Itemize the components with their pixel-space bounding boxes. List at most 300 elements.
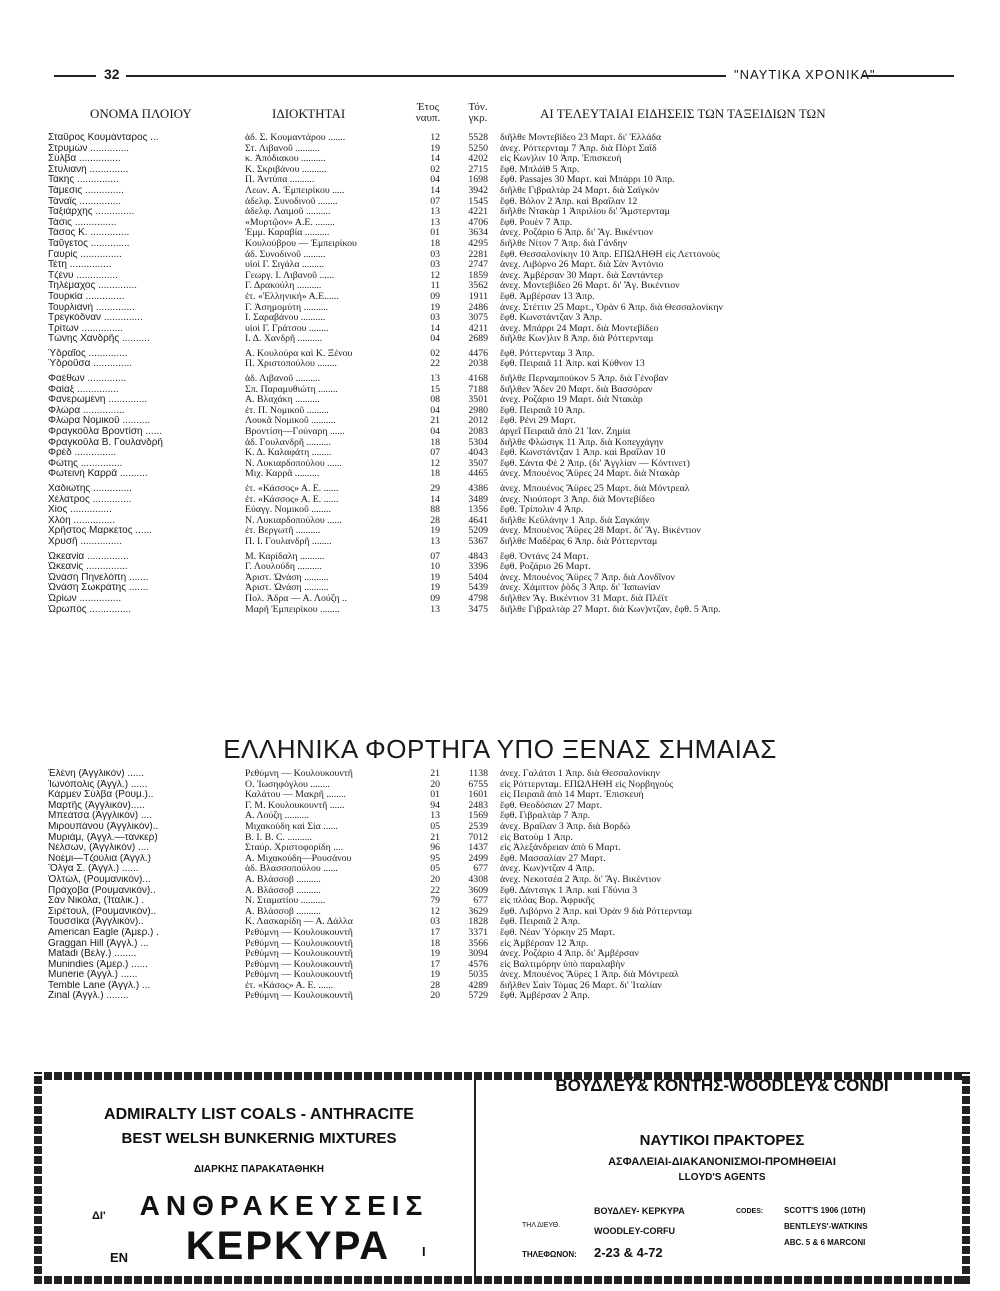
ship-owner: Ο. Ἰωσηφόγλου ........: [245, 779, 330, 790]
ship-year: 14: [430, 154, 440, 165]
ship-year: 05: [430, 821, 440, 832]
ship-latest-news: εἰς πλόας Βορ. Ἀφρικῆς: [500, 896, 595, 907]
ship-tonnage: 1911: [468, 291, 488, 302]
ship-latest-news: ἀνεχ. Μπουένος Ἄϋρες 7 Ἀπρ. διὰ Λονδῖνον: [500, 572, 675, 583]
ship-owner: Α. Βλάσσοβ ..........: [245, 885, 321, 896]
ship-name: Ὄλγα Σ. (Ἀγγλ.) ......: [48, 864, 139, 875]
col-header-news: ΑΙ ΤΕΛΕΥΤΑΙΑΙ ΕΙΔΗΣΕΙΣ ΤΩΝ ΤΑΞΕΙΔΙΩΝ ΤΩΝ: [540, 106, 826, 121]
ship-name: Ἐλένη (Ἀγγλικὸν) ......: [48, 769, 145, 779]
ship-year: 20: [430, 779, 440, 790]
ship-name: Φαίαξ ...............: [48, 384, 119, 395]
ship-year: 09: [430, 593, 440, 604]
ship-year: 03: [430, 313, 440, 324]
ship-year: 20: [430, 991, 440, 1002]
ship-latest-news: ἔφθ. Κωνστάντζαν 3 Ἀπρ.: [500, 313, 603, 324]
ship-owner: Γ. Λουλούδη ..........: [245, 562, 322, 573]
ad-telegraph-greek: ΒΟΥΔΛΕΥ- ΚΕΡΚΥΡΑ: [594, 1206, 685, 1216]
ship-owner: Ἀριστ. Ὠνάση ..........: [245, 583, 329, 594]
ship-name: Ταΰγετος ..............: [48, 238, 130, 249]
ship-latest-news: ἔφθ. Τρίπολιν 4 Ἀπρ.: [500, 505, 584, 516]
ship-tonnage: 2689: [468, 334, 488, 345]
ship-tonnage: 5439: [468, 583, 488, 594]
ship-owner: ἐτ. «Κάσος» Α. Ε. ......: [245, 980, 334, 991]
ship-owner: ἀδ. Γουλανδρῆ ..........: [245, 437, 331, 448]
ship-tonnage: 6755: [468, 779, 488, 790]
ship-name: Munerie (Ἀγγλ.) ......: [48, 970, 138, 981]
ship-owner: Ι. Σαραβάνου ..........: [245, 313, 326, 324]
ship-year: 04: [430, 427, 440, 438]
table-row: [48, 197, 968, 208]
ship-owner: Βροντίση—Γούναρη ......: [245, 427, 345, 438]
ship-owner: ἐτ. «Κάσσος» Α. Ε. ......: [245, 484, 339, 494]
ship-name: Ὠνάση Σωκράτης .......: [48, 583, 149, 594]
table-row: [48, 801, 968, 812]
ship-name: Temble Lane (Ἀγγλ.) ...: [48, 980, 151, 991]
table-row: [48, 552, 968, 563]
ad-lloyds-line: LLOYD'S AGENTS: [678, 1172, 766, 1183]
ship-year: 18: [430, 469, 440, 480]
ship-year: 08: [430, 395, 440, 406]
ship-owner: Μαρῆ Ἐμπειρίκου ........: [245, 604, 340, 615]
table-row: [48, 526, 968, 537]
ship-year: 19: [430, 302, 440, 313]
ship-name: Σιρέτουλ, (Ρουμανικὸν)..: [48, 906, 157, 917]
table-row: [48, 165, 968, 176]
ship-year: 15: [430, 384, 440, 395]
ship-year: 12: [430, 133, 440, 143]
advertisement: [34, 1072, 970, 1284]
ship-tonnage: 3562: [468, 281, 488, 292]
table-row: [48, 583, 968, 594]
ship-latest-news: ἔφθ. Ρουὲν 7 Ἀπρ.: [500, 217, 573, 228]
ship-name: Ὠρωπὸς ...............: [48, 604, 132, 615]
ship-year: 19: [430, 526, 440, 537]
ship-name: Μπεάτσα (Ἀγγλικὸν) ....: [48, 811, 153, 822]
ship-owner: ἀδ. Συνοδινοῦ .........: [245, 249, 326, 260]
ship-latest-news: εἰς Βατοὺμ 1 Ἀπρ.: [500, 832, 573, 843]
ship-latest-news: ἀνεχ. Μπουένος Ἄϋρες 24 Μαρτ. διὰ Ντακὰρ: [500, 469, 680, 480]
table-row: [48, 928, 968, 939]
ship-year: 07: [430, 448, 440, 459]
ship-year: 02: [430, 348, 440, 359]
ship-tonnage: 4295: [468, 238, 488, 249]
ship-tonnage: 3501: [468, 395, 488, 406]
ad-phone-numbers: 2-23 & 4-72: [594, 1245, 663, 1260]
greek-ships-table: [48, 133, 968, 615]
ship-owner: Σπ. Παραμυθιώτη ........: [245, 384, 338, 395]
ship-owner: Α. Λούζη ..........: [245, 811, 310, 822]
ship-name: Τέτη ...............: [48, 260, 112, 271]
table-row: [48, 281, 968, 292]
ship-name: Χέλατρος ..............: [48, 494, 132, 505]
table-row: [48, 469, 968, 480]
ship-owner: Β. Ι. Β. C. ..........: [245, 832, 312, 843]
ship-latest-news: εἰς Κων)λιν 10 Ἀπρ. Ἐπισκευή: [500, 154, 622, 165]
table-row: [48, 875, 968, 886]
ship-name: Τώνης Χανδρῆς ..........: [48, 334, 150, 345]
table-row: [48, 811, 968, 822]
ship-year: 19: [430, 949, 440, 960]
ship-owner: Γεωργ. Ι. Λιβανοῦ ......: [245, 270, 335, 281]
ship-latest-news: ἀνεχ. Ροζάριο 6 Ἀπρ. δι' Ἅγ. Βικέντιον: [500, 228, 654, 239]
ad-company-title: ΒΟΥΔΛΕΫ& ΚΟΝΤΗΣ-WOODLEY& CONDI: [555, 1076, 889, 1095]
ship-tonnage: 1859: [468, 270, 488, 281]
table-row: [48, 886, 968, 897]
table-row: [48, 484, 968, 495]
ship-latest-news: ἔφθ. Ἀμβέρσαν 13 Ἀπρ.: [500, 291, 595, 302]
ship-tonnage: 2499: [468, 853, 488, 864]
ship-owner: Ρεθύμνη — Κουλουκουντῆ: [245, 959, 353, 970]
ship-name: Τάσος Κ. ..............: [48, 228, 130, 239]
ship-latest-news: ἔφθ. Γιβραλτὰρ 7 Ἀπρ.: [500, 811, 591, 822]
ship-year: 12: [430, 906, 440, 917]
ship-tonnage: 2539: [468, 821, 488, 832]
table-row: [48, 960, 968, 971]
ad-mixtures-line: BEST WELSH BUNKERNIG MIXTURES: [121, 1130, 397, 1147]
ship-name: Matadi (Βελγ.) ........: [48, 949, 137, 960]
ship-year: 04: [430, 334, 440, 345]
ship-name: Ὡρίων ...............: [48, 593, 122, 604]
ship-owner: Εὐαγγ. Νομικοῦ ........: [245, 505, 331, 516]
ship-name: Zinal (Ἀγγλ.) ........: [48, 991, 129, 1002]
ship-tonnage: 5035: [468, 970, 488, 981]
table-row: [48, 144, 968, 155]
ship-latest-news: ἀνεχ. Ροζάριο 19 Μαρτ. διὰ Ντακὰρ: [500, 395, 643, 406]
ship-tonnage: 3075: [468, 313, 488, 324]
table-row: [48, 406, 968, 417]
ship-tonnage: 5250: [468, 143, 488, 154]
table-row: [48, 448, 968, 459]
ship-year: 14: [430, 323, 440, 334]
ship-latest-news: ἀνεχ. Ροζάριο 4 Ἀπρ. δι' Ἀμβέρσαν: [500, 949, 639, 960]
ship-owner: Ι. Δ. Χανδρῆ ..........: [245, 334, 323, 345]
table-row: [48, 239, 968, 250]
ship-year: 18: [430, 437, 440, 448]
ship-owner: Κ. Σκριβάνου ..........: [245, 164, 327, 175]
ship-tonnage: 1356: [468, 505, 488, 516]
ship-latest-news: εἰς Βαλτιμόρην ὑπὸ παραλαβὴν: [500, 959, 625, 970]
ship-latest-news: ἀνεχ. Βραΐλαν 3 Ἀπρ. διὰ Βορδὼ: [500, 821, 631, 832]
ship-tonnage: 1828: [468, 917, 488, 928]
table-row: [48, 780, 968, 791]
ship-name: Ὠκεανία ...............: [48, 551, 129, 562]
ship-year: 11: [430, 281, 440, 292]
ad-di: ΔΙ': [92, 1210, 106, 1222]
ship-latest-news: διῆλθεν Ἅγ. Βικέντιον 31 Μαρτ. διὰ Πλέϊτ: [500, 593, 668, 604]
ship-latest-news: ἔφθ. Ροζάριο 26 Μαρτ.: [500, 562, 591, 573]
table-row: [48, 907, 968, 918]
ship-owner: Ν. Σταματίου ..........: [245, 896, 326, 907]
ship-year: 01: [430, 790, 440, 801]
ship-name: Ταξιάρχης ..............: [48, 207, 135, 218]
ship-name: Τάσις ...............: [48, 217, 117, 228]
ship-name: Τουρκία ..............: [48, 291, 125, 302]
ship-tonnage: 3634: [468, 228, 488, 239]
ship-latest-news: ἔφθ. Σάντα Φὲ 2 Ἀπρ. (δι' Ἀγγλίαν — Κόντινετ): [500, 458, 690, 469]
ship-name: Σταῦρος Κουμάνταρος ...: [48, 133, 159, 143]
ship-year: 28: [430, 515, 440, 526]
ship-latest-news: ἀνεχ. Στέττιν 25 Μαρτ., Ὀρὰν 6 Ἀπρ. διὰ Θεσσαλονίκην: [500, 302, 723, 313]
table-row: [48, 334, 968, 345]
ship-year: 17: [430, 959, 440, 970]
ship-latest-news: ἔφθ. Πειραιᾶ 11 Ἀπρ. καὶ Κύθνον 13: [500, 359, 645, 370]
ship-name: Χαδιώτης ..............: [48, 484, 132, 494]
ship-name: Ὑδροῦσα ..............: [48, 359, 133, 370]
ship-owner: Π. Ι. Γουλανδρῆ ........: [245, 536, 332, 547]
ship-tonnage: 4706: [468, 217, 488, 228]
ship-tonnage: 5367: [468, 536, 488, 547]
ship-tonnage: 4798: [468, 593, 488, 604]
ship-tonnage: 4308: [468, 874, 488, 885]
table-row: [48, 427, 968, 438]
table-row: [48, 562, 968, 573]
table-row: [48, 260, 968, 271]
ad-code-abc: ABC. 5 & 6 MARCONI: [784, 1238, 866, 1247]
ship-year: 13: [430, 604, 440, 615]
ship-owner: Π. Ἀντύπα ..........: [245, 175, 315, 186]
ship-owner: Κ. Λασκαρίδη — Α. Δάλλα: [245, 917, 353, 928]
ship-latest-news: ἀνεχ. Μπάρρι 24 Μαρτ. διὰ Μοντεβίδεο: [500, 323, 659, 334]
table-row: [48, 133, 968, 144]
ship-owner: Γ. Δρακούλη ..........: [245, 281, 322, 292]
ad-kerkyra: ΚΕΡΚΥΡΑ: [185, 1224, 391, 1268]
ship-owner: ἀδελφ. Συνοδινοῦ ........: [245, 196, 338, 207]
ship-name: Φανερωμένη ..............: [48, 395, 148, 406]
ship-owner: κ. Ἀπόδιακου ..........: [245, 154, 326, 165]
ship-tonnage: 4641: [468, 515, 488, 526]
ship-name: Ἰωνόπολις (Ἀγγλ.) ......: [48, 779, 148, 790]
ship-owner: Ρεθύμνη — Κουλουκουντῆ: [245, 938, 353, 949]
ship-owner: Λεων. Α. Ἐμπειρίκου .....: [245, 185, 345, 196]
ship-tonnage: 4221: [468, 207, 488, 218]
ship-tonnage: 3489: [468, 494, 488, 505]
ship-year: 18: [430, 238, 440, 249]
ship-name: Μαρτῆς (Ἀγγλικὸν).....: [48, 800, 145, 811]
ship-latest-news: ἀνεχ. Γαλάτσι 1 Ἀπρ. διὰ Θεσσαλονίκην: [500, 769, 660, 779]
ship-year: 96: [430, 843, 440, 854]
ship-tonnage: 7012: [468, 832, 488, 843]
ship-tonnage: 4465: [468, 469, 488, 480]
ship-latest-news: ἀνεχ. Μπουένος Ἄϋρες 25 Μαρτ. διὰ Μόντρεαλ: [500, 484, 690, 494]
table-row: [48, 438, 968, 449]
table-row: [48, 790, 968, 801]
table-row: [48, 271, 968, 282]
ship-latest-news: διῆλθε Ντακὰρ 1 Ἀπριλίου δι' Ἄμστερνταμ: [500, 207, 670, 218]
page-header: [54, 66, 954, 86]
ship-owner: ἀδ. Λιβανοῦ ..........: [245, 374, 321, 385]
ship-latest-news: εἰς Ἀλεξάνδρειαν ἀπὸ 6 Μαρτ.: [500, 843, 621, 854]
ship-name: Φραγκοῦλα Β. Γουλανδρῆ: [48, 437, 163, 448]
ship-name: Munindies (Ἀμερ.) ......: [48, 959, 148, 970]
ad-border-bottom: [34, 1276, 970, 1284]
ship-name: Χλόη ...............: [48, 515, 116, 526]
ship-year: 94: [430, 800, 440, 811]
ship-year: 13: [430, 217, 440, 228]
ship-owner: Α. Βλαχάκη ..........: [245, 395, 320, 406]
ship-name: Σὰν Νικόλα, (Ἰταλικ.) .: [48, 896, 145, 907]
ship-owner: Σταύρ. Χριστοφορίδη ....: [245, 843, 344, 854]
table-row: [48, 349, 968, 360]
ship-year: 29: [430, 484, 440, 494]
ad-anthrakeuseis: ΑΝΘΡΑΚΕΥΣΕΙΣ: [139, 1190, 429, 1221]
ship-latest-news: ἀνεχ. Μπουένος Ἄϋρες 1 Ἀπρ. διὰ Μόντρεαλ: [500, 970, 679, 981]
ship-latest-news: διῆλθε Κων)λιν 8 Ἀπρ. διὰ Ρόττερνταμ: [500, 334, 654, 345]
ship-owner: ἐτ. «Ἑλληνική» Α.Ε......: [245, 291, 339, 302]
ship-year: 20: [430, 874, 440, 885]
table-row: [48, 459, 968, 470]
ship-year: 19: [430, 970, 440, 981]
ship-owner: Πολ. Ἀδρα — Α. Λούζη ..: [245, 593, 347, 604]
ship-owner: Μ. Καρίδαλη ..........: [245, 551, 325, 562]
ship-year: 13: [430, 811, 440, 822]
ship-year: 02: [430, 164, 440, 175]
ship-tonnage: 4202: [468, 154, 488, 165]
ship-tonnage: 1545: [468, 196, 488, 207]
ship-name: Μιρουπάνου (Ἀγγλικὸν)..: [48, 821, 159, 832]
ship-tonnage: 2715: [468, 164, 488, 175]
ship-name: Μυριάμ, (Ἀγγλ.—τάνκερ): [48, 832, 158, 843]
ship-latest-news: ἔφθ. Μπλάϊθ 5 Ἀπρ.: [500, 164, 580, 175]
ship-tonnage: 1437: [468, 843, 488, 854]
ship-name: Φλώρα Νομικοῦ ..........: [48, 416, 151, 427]
ship-tonnage: 1698: [468, 175, 488, 186]
ship-latest-news: ἔφθ. Μασσαλίαν 27 Μαρτ.: [500, 853, 606, 864]
ship-name: American Eagle (Ἀμερ.) .: [48, 927, 159, 938]
ship-year: 12: [430, 270, 440, 281]
ship-year: 12: [430, 458, 440, 469]
ship-name: Πράχοβα (Ρουμανικὸν)..: [48, 885, 156, 896]
ship-owner: Π. Χριστοπούλου ........: [245, 359, 337, 370]
ship-name: Ὠκεανίς ...............: [48, 562, 128, 573]
ship-tonnage: 4043: [468, 448, 488, 459]
table-row: [48, 594, 968, 605]
table-row: [48, 991, 968, 1002]
ship-latest-news: διῆλθεν Ἄδεν 20 Μαρτ. διὰ Βασσόραν: [500, 384, 653, 395]
ship-owner: Ρεθύμνη — Κουλουκουντῆ: [245, 991, 353, 1002]
ship-name: Τρίτων ...............: [48, 323, 124, 334]
ship-year: 14: [430, 494, 440, 505]
ship-latest-news: διῆλθε Φλώσιγκ 11 Ἀπρ. διὰ Κοπεγχάγην: [500, 437, 664, 448]
magazine-title: "ΝΑΥΤΙΚΑ ΧΡΟΝΙΚΑ": [734, 67, 876, 82]
ship-name: Τρεγκόδναν ..............: [48, 313, 143, 324]
table-row: [48, 154, 968, 165]
ship-year: 09: [430, 291, 440, 302]
ship-owner: Μιχ. Καρρᾶ ..........: [245, 469, 320, 480]
ship-year: 04: [430, 405, 440, 416]
ship-tonnage: 3094: [468, 949, 488, 960]
ship-latest-news: ἔφθ. Ρόττερνταμ 3 Ἀπρ.: [500, 348, 595, 359]
table-row: [48, 822, 968, 833]
ship-latest-news: ἔφθ. Ὀντάνς 24 Μαρτ.: [500, 551, 589, 562]
ship-latest-news: διῆλθε Γιβραλτὰρ 27 Μαρτ. διὰ Κων)ντζαν, ἔφθ. 5 Ἀπρ.: [500, 604, 721, 615]
ship-tonnage: 3396: [468, 562, 488, 573]
ship-year: 19: [430, 572, 440, 583]
ship-latest-news: ἀνεχ. Ἀμβέρσαν 30 Μαρτ. διὰ Σαντάντερ: [500, 270, 663, 281]
ship-tonnage: 677: [473, 896, 488, 907]
ship-latest-news: διῆλθε Γιβραλτὰρ 24 Μαρτ. διὰ Σαϊγκὸν: [500, 185, 660, 196]
ship-owner: υἱοὶ Γ. Σιγάλα .........: [245, 260, 325, 271]
ad-codes-label: CODES:: [736, 1208, 764, 1215]
ship-owner: Λουκᾶ Νομικοῦ ..........: [245, 416, 336, 427]
ad-border-left: [34, 1072, 42, 1284]
table-row: [48, 949, 968, 960]
ship-year: 28: [430, 980, 440, 991]
foreign-ships-table: [48, 769, 968, 1002]
ship-name: Κάρμεν Σύλβα (Ρουμ.)..: [48, 790, 154, 801]
ship-latest-news: ἔφθ. Πειραιᾶ 2 Ἀπρ.: [500, 917, 581, 928]
rule-left: [54, 75, 96, 77]
ship-tonnage: 2486: [468, 302, 488, 313]
table-row: [48, 516, 968, 527]
table-row: [48, 175, 968, 186]
ship-year: 22: [430, 885, 440, 896]
ship-tonnage: 7188: [468, 384, 488, 395]
ship-name: Φλώρα ...............: [48, 405, 125, 416]
ship-name: Στρυμών ..............: [48, 143, 130, 154]
ship-name: Ὠνάση Πηνελόπη .......: [48, 572, 149, 583]
ship-latest-news: ἔφθ. Νέαν Ὑόρκην 25 Μαρτ.: [500, 927, 616, 938]
ship-owner: Στ. Λιβανοῦ ..........: [245, 143, 320, 154]
table-row: [48, 416, 968, 427]
ad-services-line: ΑΣΦΑΛΕΙΑΙ-ΔΙΑΚΑΝΟΝΙΣΜΟΙ-ΠΡΟΜΗΘΕΙΑΙ: [608, 1156, 836, 1168]
ship-tonnage: 2281: [468, 249, 488, 260]
ship-name: Τάκης ...............: [48, 175, 119, 186]
ship-tonnage: 3942: [468, 185, 488, 196]
ship-latest-news: ἀνεχ. Κων)ντζαν 4 Ἀπρ.: [500, 864, 595, 875]
ship-owner: ἀδ. Βλασσοπούλου ......: [245, 864, 338, 875]
table-row: [48, 917, 968, 928]
ship-year: 01: [430, 228, 440, 239]
ship-tonnage: 5209: [468, 526, 488, 537]
ship-year: 03: [430, 260, 440, 271]
table-row: [48, 395, 968, 406]
ship-year: 10: [430, 562, 440, 573]
ad-agents-line: ΝΑΥΤΙΚΟΙ ΠΡΑΚΤΟΡΕΣ: [639, 1132, 805, 1149]
ship-name: Χίος ...............: [48, 505, 112, 516]
ship-tonnage: 2012: [468, 416, 488, 427]
ship-year: 13: [430, 374, 440, 385]
ship-year: 13: [430, 536, 440, 547]
ship-latest-news: ἔφθ. Θεοδόσιαν 27 Μαρτ.: [500, 800, 603, 811]
ship-latest-news: εἰς Ρόττερνταμ. ΕΠΩΛΗΘΗ εἰς Νορβηγοὺς: [500, 779, 674, 790]
ship-latest-news: ἔφθ. Λιβόρνο 2 Ἀπρ. καὶ Ὀρὰν 9 διὰ Ρόττερνταμ: [500, 906, 693, 917]
ship-owner: Ν. Λυκιαρδοπούλου ......: [245, 458, 342, 469]
ship-latest-news: ἔφθ. Θεσσαλονίκην 10 Ἀπρ. ΕΠΩΛΗΘΗ εἰς Λεττονοὺς: [500, 249, 720, 260]
ship-tonnage: 3566: [468, 938, 488, 949]
ship-owner: Α. Κουλούρα καὶ Κ. Ξένου: [245, 348, 353, 359]
ship-year: 21: [430, 416, 440, 427]
ship-name: Τηλέμαχος ..............: [48, 281, 137, 292]
table-row: [48, 324, 968, 335]
ship-year: 21: [430, 769, 440, 779]
ad-code-bentleys: BENTLEYS'-WATKINS: [784, 1222, 868, 1231]
ship-tonnage: 4211: [468, 323, 488, 334]
ship-name: Φώτης ...............: [48, 458, 123, 469]
ship-name: Τάναϊς ...............: [48, 196, 122, 207]
ship-tonnage: 4168: [468, 374, 488, 385]
ship-tonnage: 2083: [468, 427, 488, 438]
ship-latest-news: ἀνεχ. Ρόττερνταμ 7 Ἀπρ. διὰ Πὸρτ Σαΐδ: [500, 143, 657, 154]
ship-owner: Γ. Μ. Κουλουκουντῆ ......: [245, 800, 345, 811]
table-row: [48, 228, 968, 239]
ship-latest-news: ἔφθ. Κωνστάντζαν 1 Ἀπρ. καὶ Βραΐλαν 10: [500, 448, 666, 459]
ship-year: 95: [430, 853, 440, 864]
table-row: [48, 303, 968, 314]
table-row: [48, 896, 968, 907]
ship-latest-news: ἀνεχ. Χάμπτον ῥὸδς 3 Ἀπρ. δι' Ἰαπωνίαν: [500, 583, 661, 594]
table-row: [48, 833, 968, 844]
ship-name: Φαέθων ..............: [48, 374, 127, 385]
